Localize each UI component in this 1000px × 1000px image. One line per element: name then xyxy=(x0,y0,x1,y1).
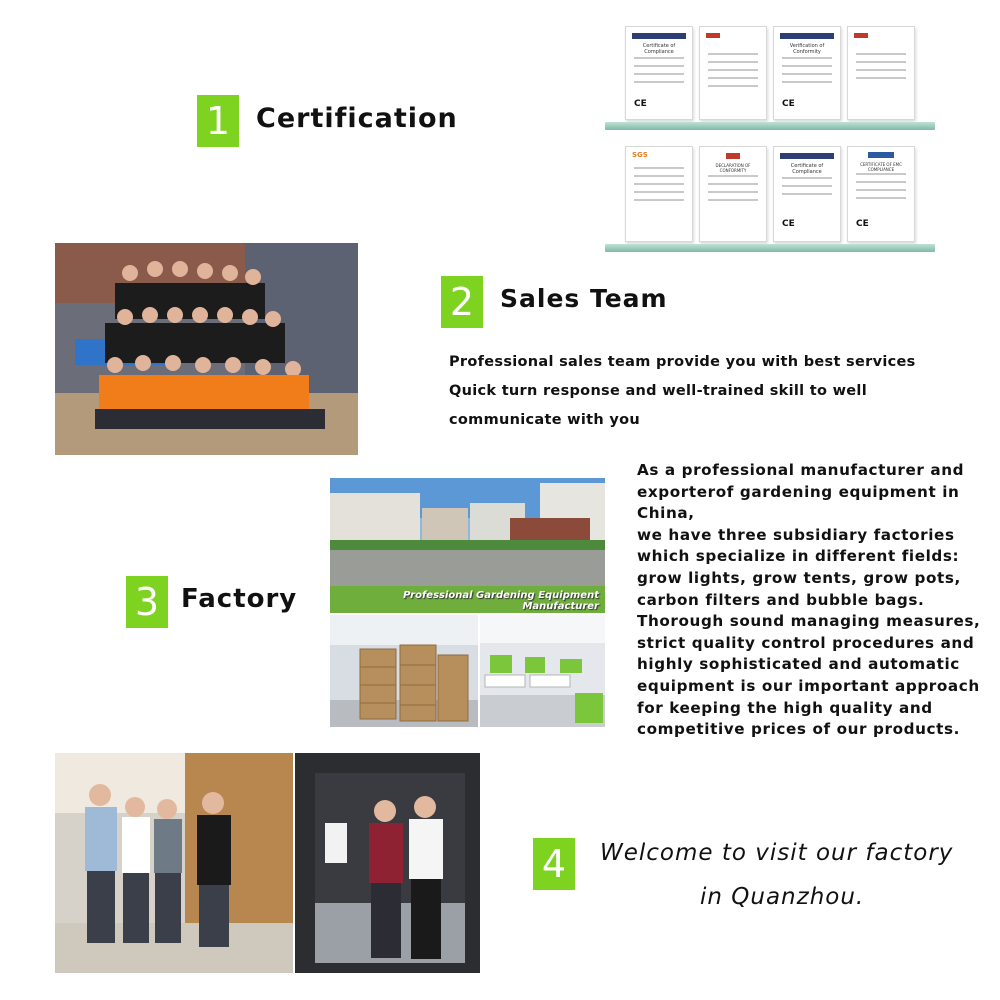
text-line: competitive prices of our products. xyxy=(637,720,960,739)
certificate-document: Verification of Conformity CE xyxy=(773,26,841,120)
certificate-document: Certificate of Compliance CE xyxy=(773,146,841,242)
text-line: highly sophisticated and automatic xyxy=(637,655,960,674)
text-line: equipment is our important approach xyxy=(637,676,980,695)
text-line: which specialize in different fields: xyxy=(637,547,960,566)
text-line: Thorough sound managing measures, xyxy=(637,612,981,631)
sales-team-heading: Sales Team xyxy=(500,284,668,313)
visitors-group-photo xyxy=(55,753,293,973)
text-line: carbon filters and bubble bags. xyxy=(637,590,925,609)
welcome-line-1: Welcome to visit our factory xyxy=(600,840,954,866)
glass-shelf xyxy=(605,244,935,252)
text-line: grow lights, grow tents, grow pots, xyxy=(637,568,961,587)
certificate-document xyxy=(847,26,915,120)
tent-visit-photo xyxy=(295,753,480,973)
section-4-number: 4 xyxy=(533,838,575,890)
workshop-photo xyxy=(480,615,605,727)
welcome-line-2: in Quanzhou. xyxy=(700,884,865,910)
text-line: strict quality control procedures and xyxy=(637,633,975,652)
warehouse-photo xyxy=(330,615,478,727)
sales-team-photo xyxy=(55,243,358,455)
factory-description xyxy=(637,460,980,741)
certificate-document: Certificate of Compliance CE xyxy=(625,26,693,120)
text-line: As a professional manufacturer and xyxy=(637,461,965,479)
section-2-number: 2 xyxy=(441,276,483,328)
text-line: communicate with you xyxy=(449,412,640,428)
factory-exterior-photo xyxy=(330,478,605,613)
text-line: Quick turn response and well-trained skill to well xyxy=(449,383,867,399)
factory-heading: Factory xyxy=(181,584,298,614)
text-line: China, xyxy=(637,504,695,523)
section-1-number: 1 xyxy=(197,95,239,147)
sales-team-description xyxy=(449,348,916,435)
factory-banner-text: Professional Gardening Equipment Manufacturer xyxy=(403,590,599,612)
certificates-display xyxy=(605,20,935,280)
text-line: exporterof gardening equipment in xyxy=(637,482,960,501)
text-line: we have three subsidiary factories xyxy=(637,525,955,544)
text-line: for keeping the high quality and xyxy=(637,698,933,717)
certificate-document: SGS xyxy=(625,146,693,242)
certificate-document: DECLARATION OF CONFORMITY xyxy=(699,146,767,242)
text-line: Professional sales team provide you with best services xyxy=(449,354,916,370)
section-3-number: 3 xyxy=(126,576,168,628)
certificate-document: CERTIFICATE OF EMC COMPLIANCE CE xyxy=(847,146,915,242)
glass-shelf xyxy=(605,122,935,130)
certificate-document xyxy=(699,26,767,120)
certification-heading: Certification xyxy=(256,103,458,134)
